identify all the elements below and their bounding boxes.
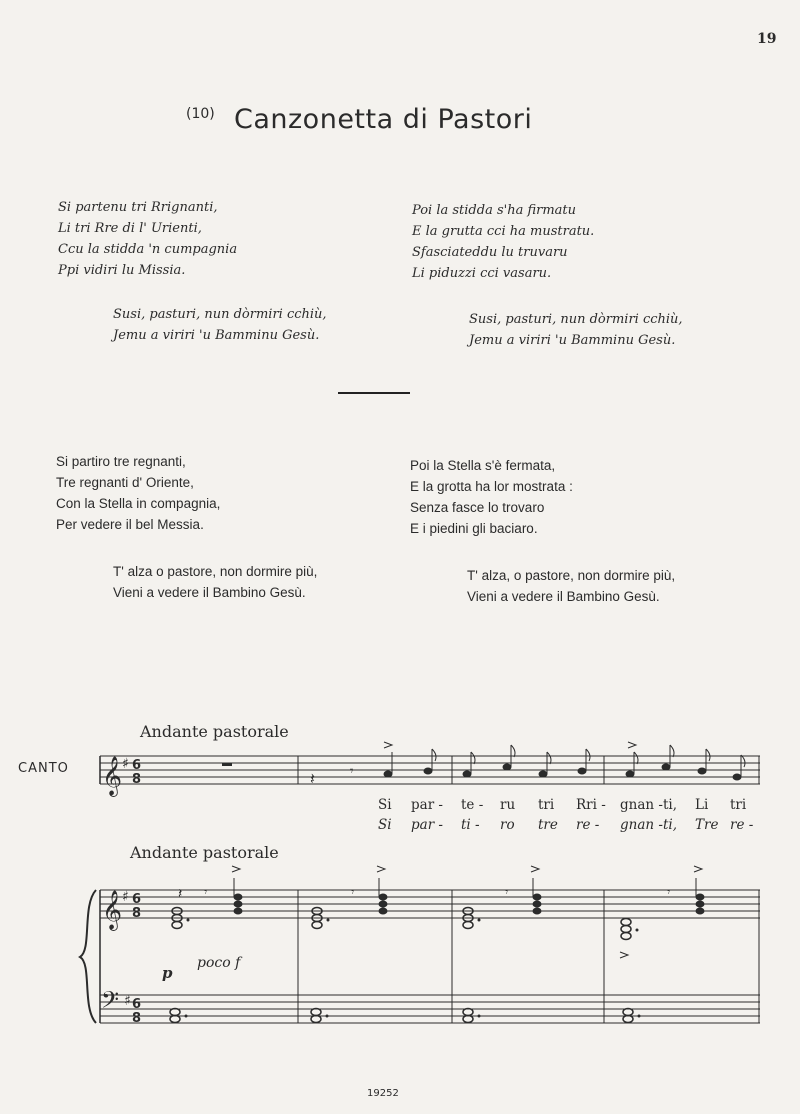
lyric-syllable: Si	[378, 817, 392, 833]
refrain-line: Vieni a vedere il Bambino Gesù.	[467, 589, 660, 604]
piano-bass-staff	[100, 995, 760, 1023]
verse-line: Ppi vidiri lu Missia.	[58, 263, 186, 278]
refrain-line: T' alza, o pastore, non dormire più,	[467, 568, 676, 583]
svg-text:𝄽: 𝄽	[178, 886, 183, 902]
lyric-syllable: gnan -	[620, 817, 663, 833]
refrain-line: Susi, pasturi, nun dòrmiri cchiù,	[469, 312, 683, 327]
lyric-syllable: ro	[500, 817, 515, 833]
refrain-line: T' alza o pastore, non dormire più,	[113, 564, 318, 579]
svg-text:𝄽: 𝄽	[310, 769, 315, 788]
piano-treble-staff	[100, 890, 760, 918]
svg-text:𝄾: 𝄾	[351, 885, 355, 899]
lyric-syllable: ti,	[663, 817, 678, 833]
verse-line: Si partiro tre regnanti,	[56, 454, 186, 469]
svg-text:𝄾: 𝄾	[667, 885, 671, 899]
refrain-line: Susi, pasturi, nun dòrmiri cchiù,	[113, 307, 327, 322]
treble-clef-icon: 𝄞	[102, 890, 123, 930]
lyric-syllable: re -	[576, 817, 600, 833]
piano-rh-upper	[178, 878, 704, 914]
sharp-icon: ♯	[122, 889, 129, 905]
verse-line: Ccu la stidda 'n cumpagnia	[58, 242, 238, 257]
dots	[185, 919, 641, 1018]
dynamic-poco-forte: poco f	[197, 955, 241, 971]
verse-line: Li piduzzi cci vasaru.	[412, 266, 552, 281]
refrain-line: Vieni a vedere il Bambino Gesù.	[113, 585, 306, 600]
svg-text:8: 8	[132, 772, 142, 787]
lyric-syllable: ti -	[461, 817, 480, 833]
verse-line: Per vedere il bel Messia.	[56, 517, 204, 532]
verse-line: Con la Stella in compagnia,	[56, 496, 221, 511]
dynamic-piano: p	[162, 964, 173, 982]
svg-text:6: 6	[132, 758, 142, 773]
lyric-syllable: Si	[378, 797, 392, 813]
svg-text:8: 8	[132, 1011, 142, 1026]
svg-text:𝄾: 𝄾	[505, 885, 509, 899]
song-title: Canzonetta di Pastori	[234, 104, 533, 135]
lyric-syllable: gnan -	[620, 797, 663, 813]
time-signature	[132, 758, 141, 1026]
catalog-number: 19252	[367, 1088, 399, 1099]
verse-line: Sfasciateddu lu truvaru	[412, 245, 568, 260]
sharp-icon: ♯	[124, 993, 131, 1009]
verse-line: Tre regnanti d' Oriente,	[56, 475, 194, 490]
refrain-line: Jemu a viriri 'u Bamminu Gesù.	[469, 333, 676, 348]
lyric-syllable: tre	[538, 817, 558, 833]
lyric-syllable: re -	[730, 817, 754, 833]
treble-clef-icon: 𝄞	[102, 756, 123, 796]
lyric-syllable: Rri -	[576, 797, 606, 813]
lyric-syllable: Tre	[695, 817, 719, 833]
voice-tempo-marking: Andante pastorale	[140, 722, 289, 741]
svg-text:6: 6	[132, 997, 142, 1012]
refrain-line: Jemu a viriri 'u Bamminu Gesù.	[113, 328, 320, 343]
verse-line: Senza fasce lo trovaro	[410, 500, 545, 515]
lyric-syllable: Li	[695, 797, 709, 813]
verse-line: Li tri Rre di l' Urienti,	[58, 221, 202, 236]
lyric-syllable: tri	[730, 797, 747, 813]
verse-line: Poi la Stella s'è fermata,	[410, 458, 556, 473]
voice-part-label: CANTO	[18, 761, 69, 776]
verse-line: Si partenu tri Rrignanti,	[58, 200, 218, 215]
bass-clef-icon: 𝄢	[101, 986, 120, 1019]
svg-text:𝄾: 𝄾	[204, 885, 208, 899]
lyric-syllable: ru	[500, 797, 516, 813]
voice-notes	[310, 745, 745, 788]
svg-text:𝄾: 𝄾	[350, 764, 354, 779]
svg-text:8: 8	[132, 906, 142, 921]
verse-line: E i piedini gli baciaro.	[410, 521, 538, 536]
svg-text:6: 6	[132, 892, 142, 907]
lyric-syllable: ti,	[663, 797, 678, 813]
whole-rest-icon	[222, 763, 232, 766]
lyric-syllable: par -	[411, 817, 443, 833]
piano-tempo-marking: Andante pastorale	[130, 843, 279, 862]
lyric-syllable: par -	[411, 797, 443, 813]
sharp-icon: ♯	[122, 756, 129, 772]
page-number: 19	[757, 31, 777, 47]
verse-line: E la grotta ha lor mostrata :	[410, 479, 573, 494]
lyric-syllable: te -	[461, 797, 484, 813]
verse-line: Poi la stidda s'ha firmatu	[412, 203, 577, 218]
song-number: (10)	[186, 106, 215, 122]
verse-line: E la grutta cci ha mustratu.	[412, 224, 595, 239]
lyric-syllable: tri	[538, 797, 555, 813]
